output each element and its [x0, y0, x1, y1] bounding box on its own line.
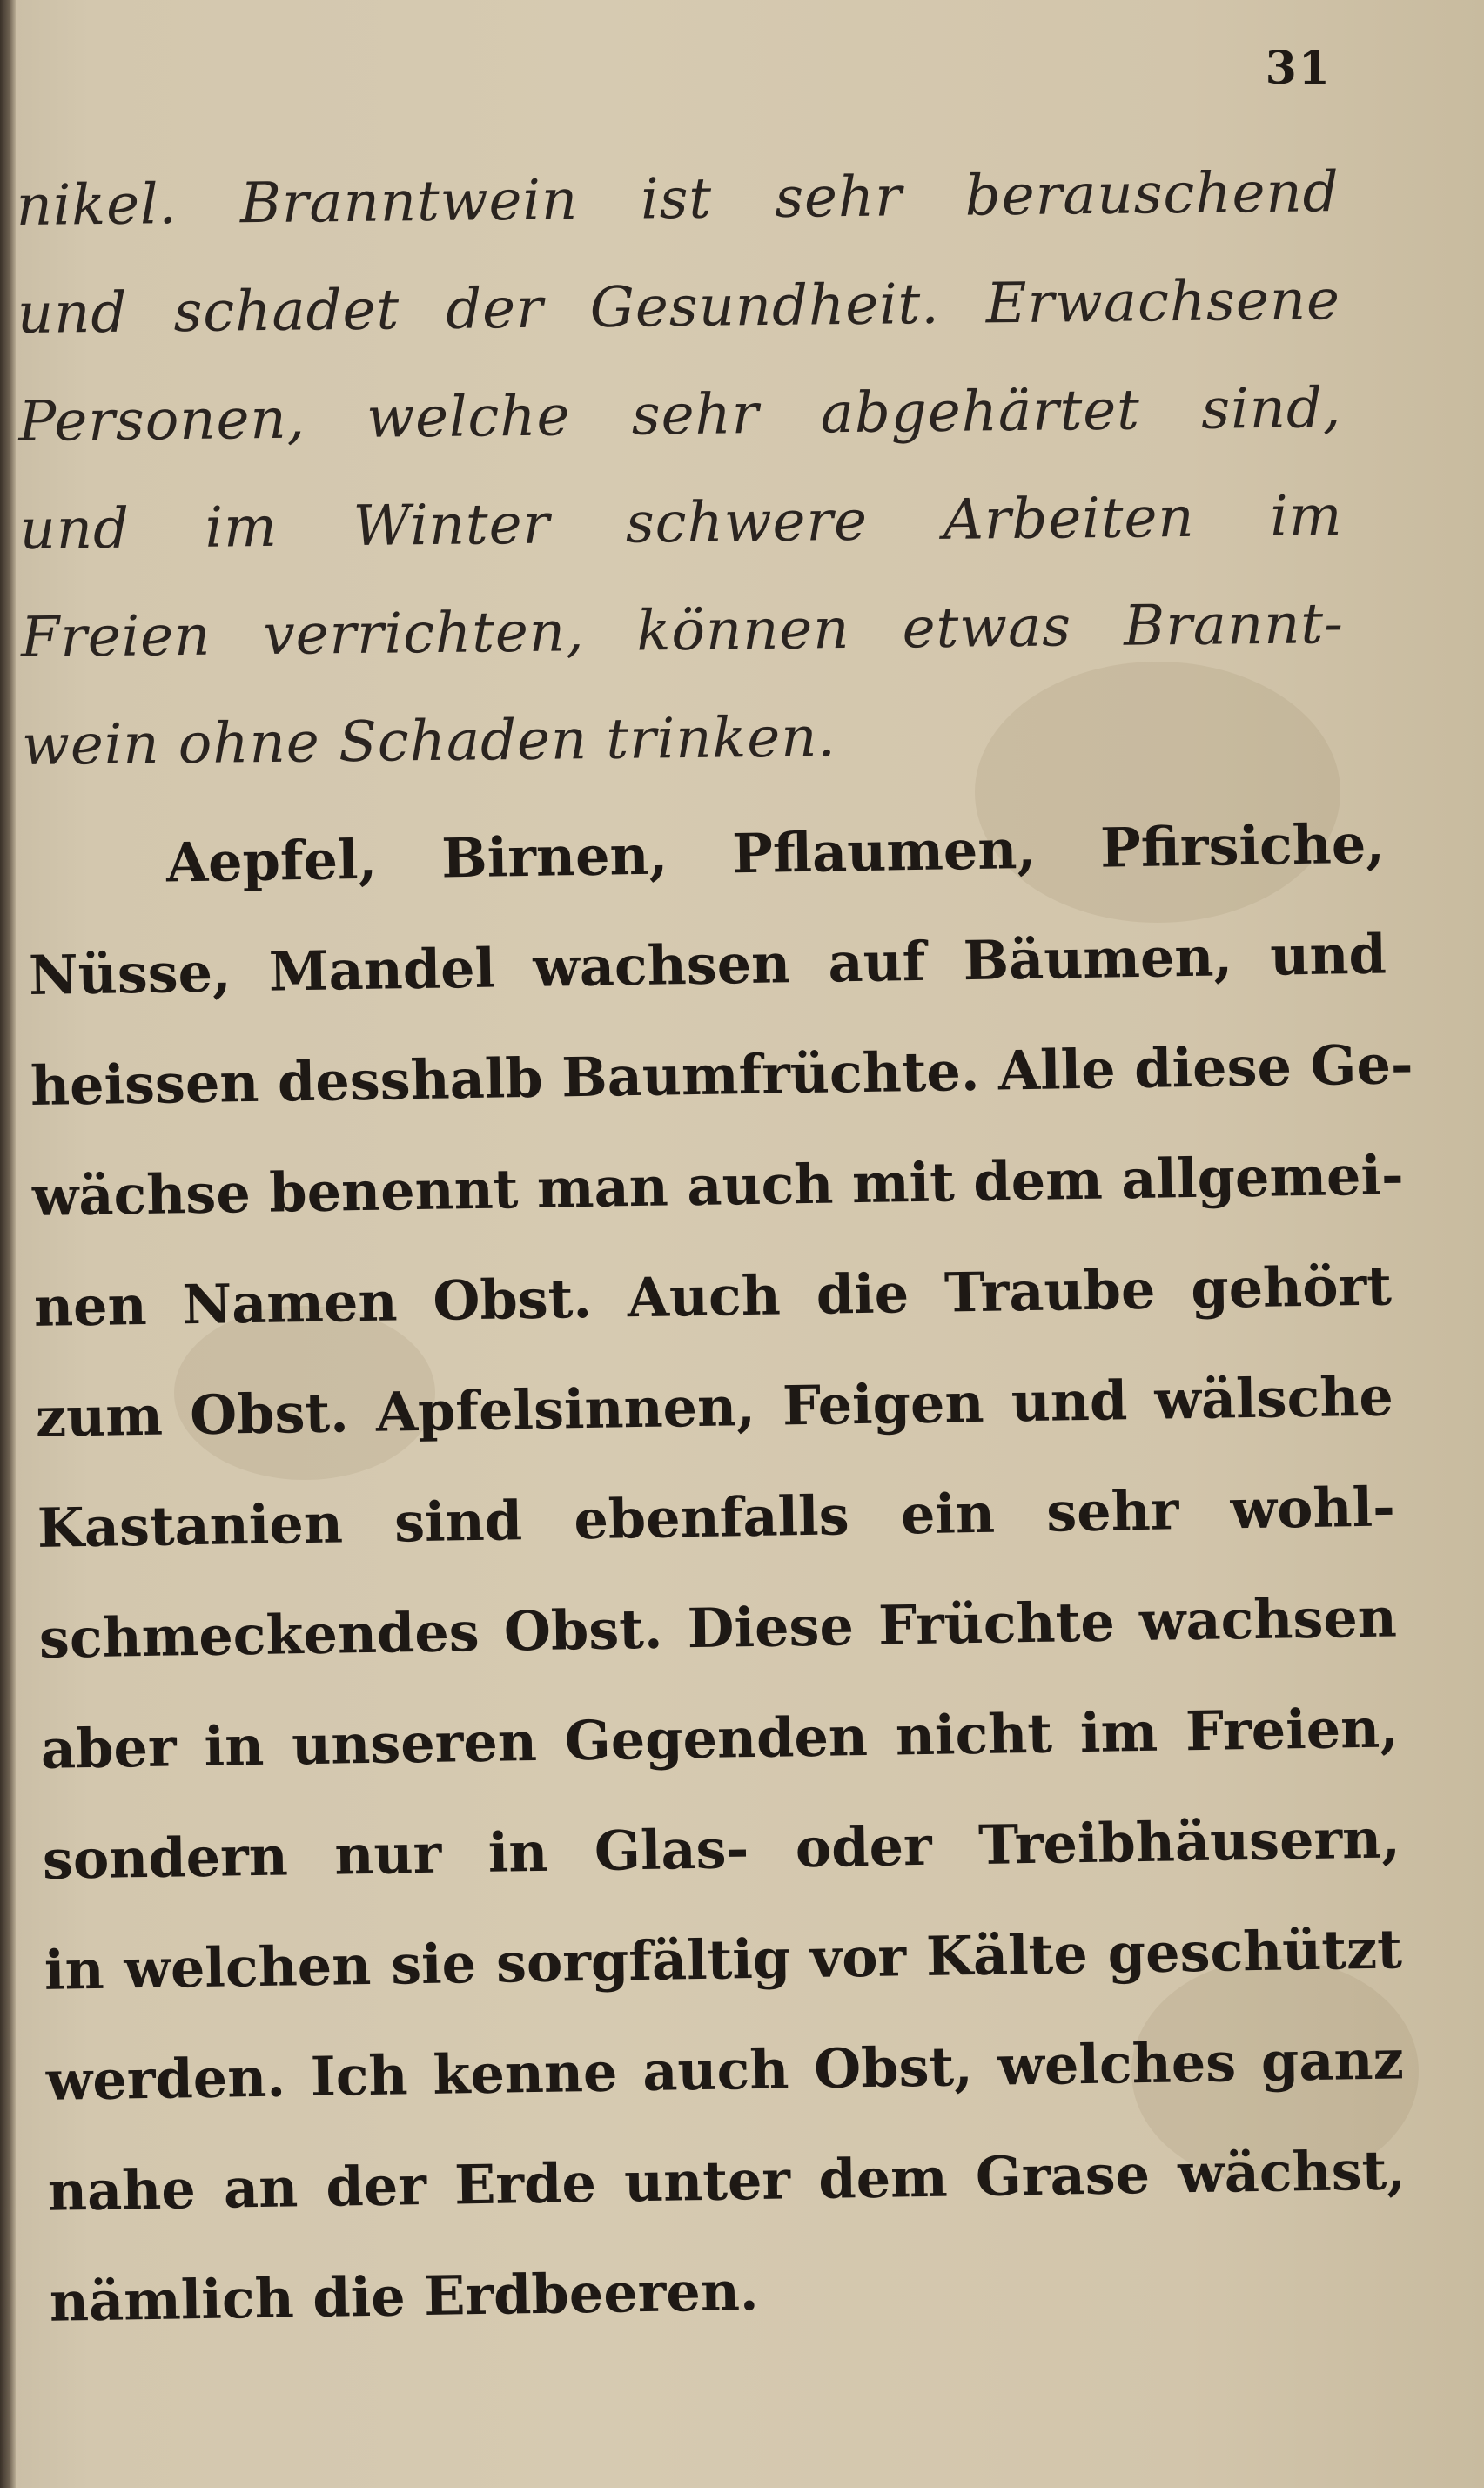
printed-line: nämlich die Erdbeeren. — [49, 2258, 760, 2334]
printed-line: zum Obst. Apfelsinnen, Feigen und wälsche — [35, 1364, 1394, 1449]
printed-line: schmeckendes Obst. Diese Früchte wachsen — [38, 1585, 1398, 1671]
printed-line: Nüsse, Mandel wachsen auf Bäumen, und — [28, 922, 1387, 1007]
handwritten-line: Personen, welche sehr abgehärtet sind, — [17, 376, 1342, 454]
page-number: 31 — [1265, 42, 1332, 95]
printed-line: aber in unseren Gegenden nicht im Freien, — [40, 1696, 1400, 1781]
printed-line: Aepfel, Birnen, Pflaumen, Pfirsiche, — [165, 811, 1386, 895]
printed-line: nen Namen Obst. Auch die Traube gehört — [33, 1254, 1393, 1339]
printed-paragraph — [26, 788, 1414, 2357]
printed-line: werden. Ich kenne auch Obst, welches ganz — [45, 2027, 1405, 2113]
handwritten-line: wein ohne Schaden trinken. — [21, 705, 837, 778]
book-spine-edge — [0, 0, 16, 2488]
handwritten-line: nikel. Branntwein ist sehr berauschend — [16, 160, 1340, 239]
handwritten-line: und schadet der Gesundheit. Erwachsene — [17, 268, 1341, 346]
handwritten-passage — [16, 138, 1346, 800]
handwritten-line: Freien verrichten, können etwas Brannt- — [20, 592, 1345, 670]
printed-line: wächse benennt man auch mit dem allgemei- — [31, 1143, 1405, 1228]
handwritten-line: und im Winter schwere Arbeiten im — [19, 484, 1343, 562]
printed-line: nahe an der Erde unter dem Grase wächst, — [47, 2138, 1407, 2223]
printed-line: Kastanien sind ebenfalls ein sehr wohl- — [37, 1475, 1396, 1560]
printed-line: heissen desshalb Baumfrüchte. Alle diese Ge- — [30, 1032, 1414, 1118]
printed-line: sondern nur in Glas- oder Treibhäusern, — [42, 1806, 1401, 1892]
printed-line: in welchen sie sorgfältig vor Kälte geschützt — [44, 1917, 1403, 2002]
